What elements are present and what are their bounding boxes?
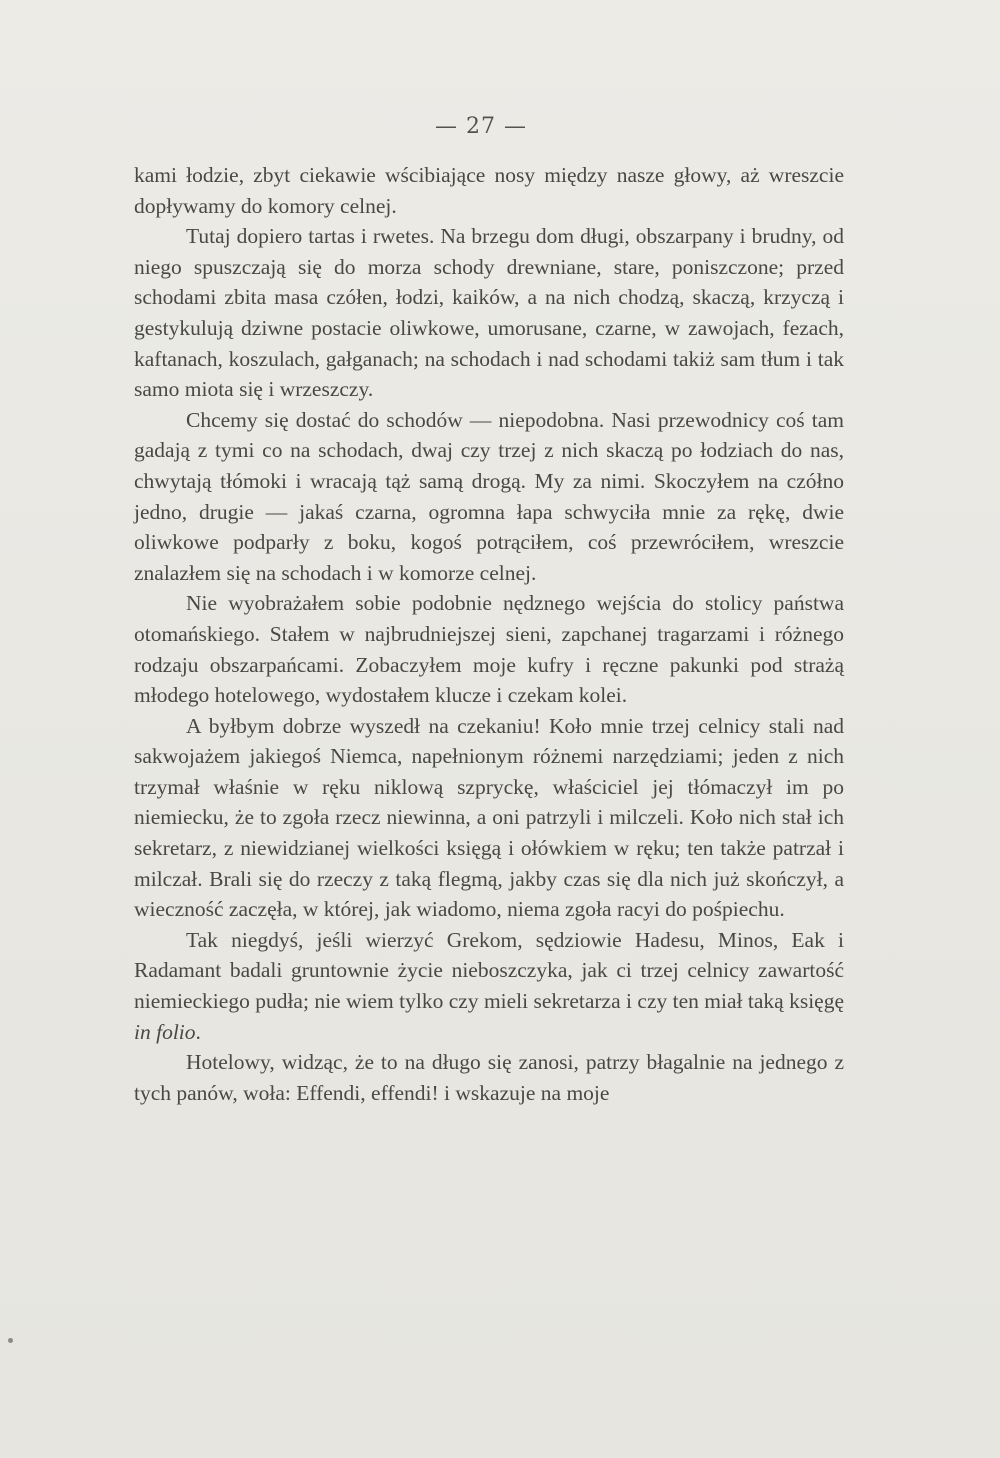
paragraph-5: A byłbym dobrze wyszedł na czekaniu! Koło mnie trzej celnicy stali nad sakwojażem jakiegoś Niemca, napełnionym różnemi narzędziami; jeden z nich trzymał właśnie w ręku niklową szpryckę, właściciel jej tłómaczył im po niemiecku, że to zgoła rzecz niewinna, a oni patrzyli i milczeli. Koło nich stał ich sekretarz, z niewidzianej wielkości księgą i ołówkiem w ręku; ten także patrzał i milczał. Brali się do rzeczy z taką flegmą, jakby czas się dla nich już skończył, a wieczność zaczęła, w której, jak wiadomo, niema zgoła racyi do pośpiechu.	[134, 713, 844, 922]
paragraph-7: Hotelowy, widząc, że to na długo się zanosi, patrzy błagalnie na jednego z tych panów, woła: Effendi, effendi! i wskazuje na moje	[134, 1050, 844, 1105]
paragraph-3: Chcemy się dostać do schodów — niepodobna. Nasi przewodnicy coś tam gadają z tymi co na schodach, dwaj czy trzej z nich skaczą po łodziach do nas, chwytają tłómoki i wracają tąż samą drogą. My za nimi. Skoczyłem na czółno jedno, drugie — jakaś czarna, ogromna łapa schwyciła mnie za rękę, dwie oliwkowe podparły z boku, kogoś potrąciłem, coś przewróciłem, wreszcie znalazłem się na schodach i w komorze celnej.	[134, 407, 844, 585]
body-text	[134, 160, 844, 1108]
italic-phrase: in folio	[134, 1019, 196, 1044]
paragraph-1: kami łodzie, zbyt ciekawie wścibiające nosy między nasze głowy, aż wreszcie dopływamy do komory celnej.	[134, 163, 844, 218]
paragraph-4: Nie wyobrażałem sobie podobnie nędznego wejścia do stolicy państwa otomańskiego. Stałem w najbrudniejszej sieni, zapchanej tragarzami i różnego rodzaju obszarpańcami. Zobaczyłem moje kufry i ręczne pakunki pod strażą młodego hotelowego, wydostałem klucze i czekam kolei.	[134, 591, 844, 708]
paper-speck	[8, 1338, 13, 1343]
paragraph-6-end: .	[195, 1019, 201, 1044]
paragraph-6-text: Tak niegdyś, jeśli wierzyć Grekom, sędziowie Hadesu, Minos, Eak i Radamant badali gruntownie życie nieboszczyka, jak ci trzej celnicy zawartość niemieckiego pudła; nie wiem tylko czy mieli sekretarza i czy ten miał taką księgę	[134, 927, 844, 1014]
paragraph-6	[134, 925, 844, 1047]
paragraph-2: Tutaj dopiero tartas i rwetes. Na brzegu dom długi, obszarpany i brudny, od niego spuszczają się do morza schody drewniane, stare, poniszczone; przed schodami zbita masa czółen, łodzi, kaików, a na nich chodzą, skaczą, krzyczą i gestykulują dziwne postacie oliwkowe, umorusane, czarne, w zawojach, fezach, kaftanach, koszulach, gałganach; na schodach i nad schodami takiż sam tłum i tak samo miota się i wrzeszczy.	[134, 224, 844, 402]
page-number: — 27 —	[435, 114, 527, 139]
